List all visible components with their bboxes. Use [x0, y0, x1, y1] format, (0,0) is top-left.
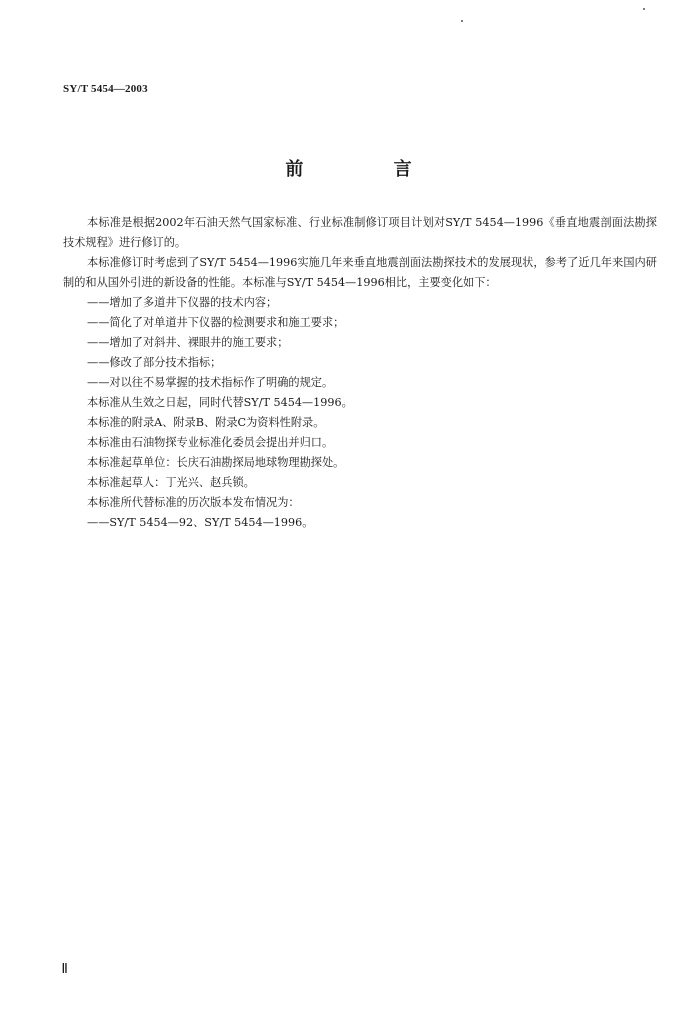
scan-speck [461, 20, 463, 22]
history-item: ——SY/T 5454—92、SY/T 5454—1996。 [87, 516, 314, 529]
statement-drafting-unit: 本标准起草单位：长庆石油勘探局地球物理勘探处。 [87, 456, 345, 469]
change-item: ——对以往不易掌握的技术指标作了明确的规定。 [87, 376, 334, 389]
change-item: ——修改了部分技术指标； [87, 356, 222, 369]
statement-effective: 本标准从生效之日起，同时代替SY/T 5454—1996。 [87, 396, 353, 409]
standard-code: SY/T 5454—2003 [63, 83, 148, 95]
statement-drafters: 本标准起草人：丁光兴、赵兵锁。 [87, 476, 255, 489]
statement-proposer: 本标准由石油物探专业标准化委员会提出并归口。 [87, 436, 334, 449]
scan-speck [643, 8, 645, 10]
statement-appendices: 本标准的附录A、附录B、附录C为资料性附录。 [87, 416, 325, 429]
paragraph-revision-considerations: 本标准修订时考虑到了SY/T 5454—1996实施几年来垂直地震剖面法勘探技术的发展现状，参考了近几年来国内研制的和从国外引进的新设备的性能。本标准与SY/T 5454—1996相比，主要变化如下： [63, 256, 657, 289]
change-item: ——简化了对单道井下仪器的检测要求和施工要求； [87, 316, 345, 329]
page-title: 前 言 [285, 159, 454, 180]
statement-history-intro: 本标准所代替标准的历次版本发布情况为： [87, 496, 300, 509]
document-body [63, 213, 657, 533]
page-number: II [62, 962, 68, 977]
change-item: ——增加了多道井下仪器的技术内容； [87, 296, 278, 309]
change-item: ——增加了对斜井、裸眼井的施工要求； [87, 336, 289, 349]
paragraph-revision-basis: 本标准是根据2002年石油天然气国家标准、行业标准制修订项目计划对SY/T 5454—1996《垂直地震剖面法勘探技术规程》进行修订的。 [63, 216, 657, 249]
